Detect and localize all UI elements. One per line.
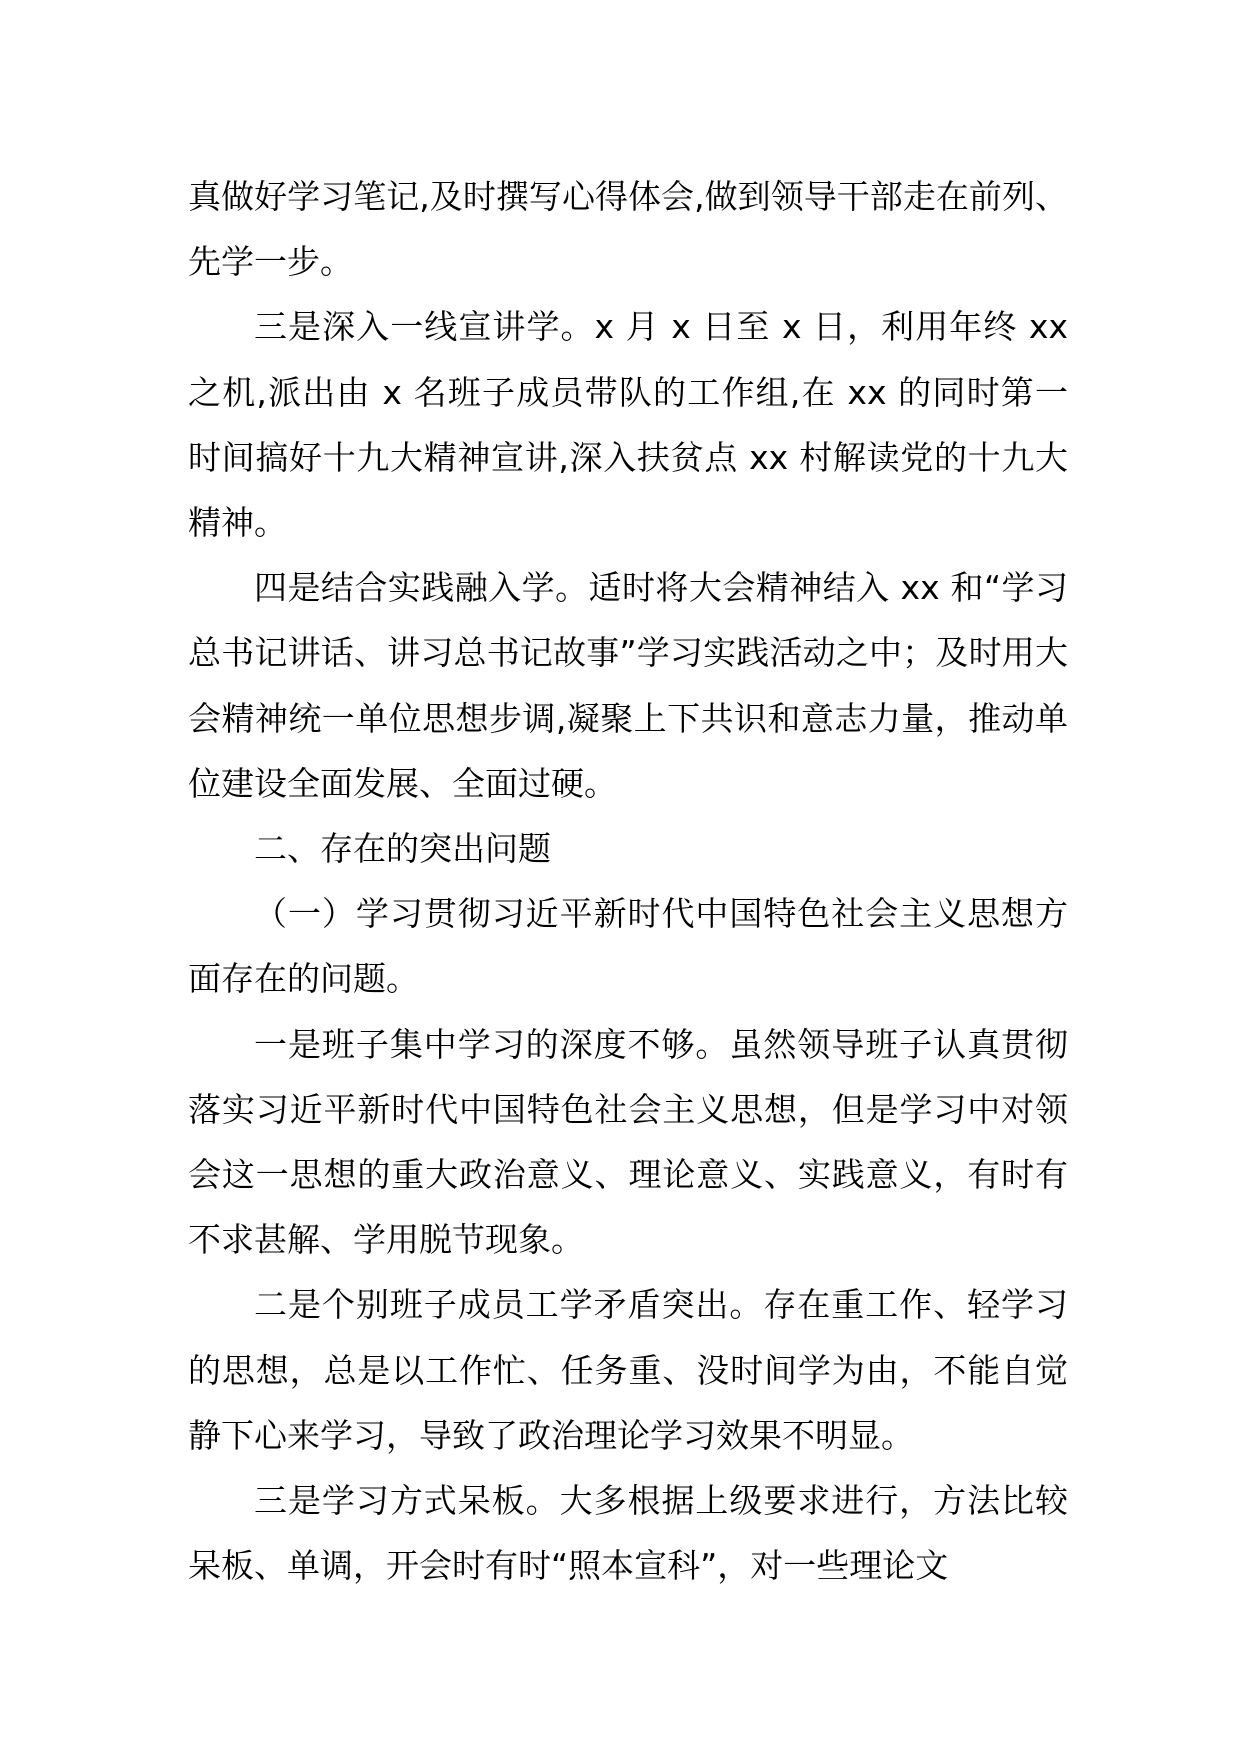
- subsection-heading-1: （一）学习贯彻习近平新时代中国特色社会主义思想方面存在的问题。: [188, 894, 1068, 999]
- paragraph-problem-2: 二是个别班子成员工学矛盾突出。存在重工作、轻学习的思想，总是以工作忙、任务重、没时间学为由，不能自觉静下心来学习，导致了政治理论学习效果不明显。: [188, 1285, 1068, 1455]
- paragraph-fourth-measure: 四是结合实践融入学。适时将大会精神结入 xx 和“学习总书记讲话、讲习总书记故事”学习实践活动之中；及时用大会精神统一单位思想步调,凝聚上下共识和意志力量，推动单位建设全面发展、全面过硬。: [188, 568, 1068, 803]
- paragraph-problem-1: 一是班子集中学习的深度不够。虽然领导班子认真贯彻落实习近平新时代中国特色社会主义思想，但是学习中对领会这一思想的重大政治意义、理论意义、实践意义，有时有不求甚解、学用脱节现象。: [188, 1024, 1068, 1260]
- section-heading-problems: 二、存在的突出问题: [254, 829, 551, 869]
- paragraph-third-measure: 三是深入一线宣讲学。x 月 x 日至 x 日，利用年终 xx 之机,派出由 x 名班子成员带队的工作组,在 xx 的同时第一时间搞好十九大精神宣讲,深入扶贫点 xx 村解读党的十九大精神。: [188, 307, 1068, 543]
- paragraph-continuation: 真做好学习笔记,及时撰写心得体会,做到领导干部走在前列、先学一步。: [188, 177, 1068, 282]
- document-body: [188, 164, 1068, 1598]
- paragraph-problem-3: 三是学习方式呆板。大多根据上级要求进行，方法比较呆板、单调，开会时有时“照本宣科”，对一些理论文: [188, 1481, 1068, 1586]
